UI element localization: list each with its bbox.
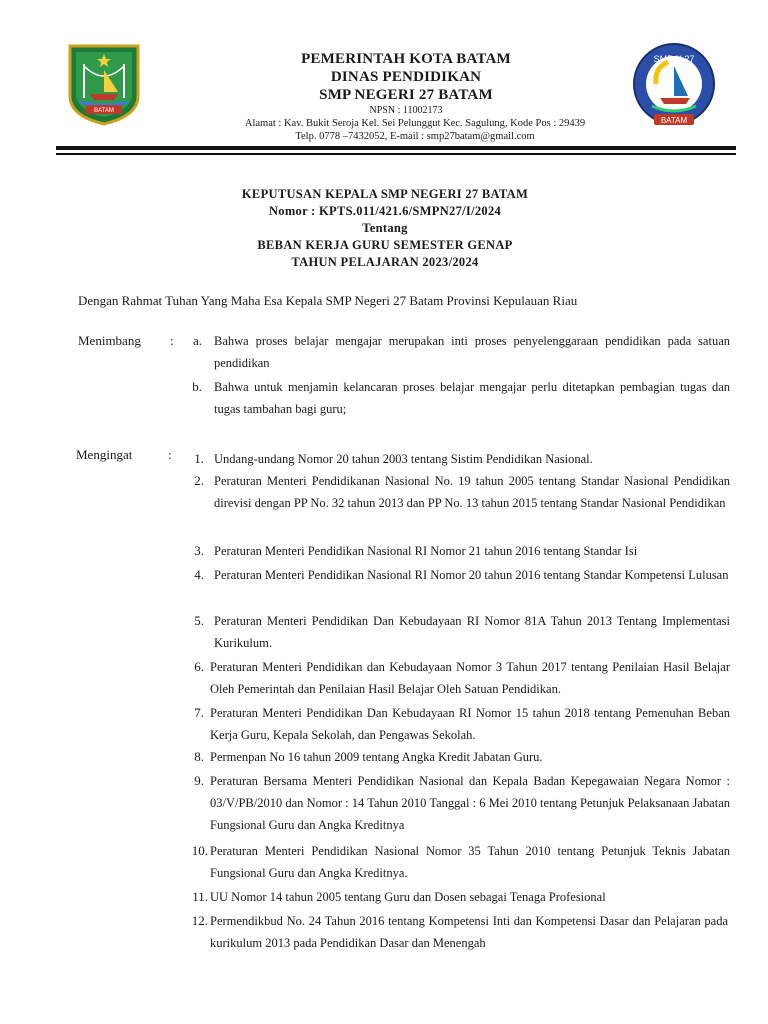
menimbang-item: Bahwa proses belajar mengajar merupakan inti proses penyelenggaraan pendidikan pada satuan pendidikan: [214, 334, 730, 370]
mengingat-label: Mengingat: [76, 447, 133, 462]
svg-text:SMP N 27: SMP N 27: [653, 54, 695, 64]
mengingat-item-marker: 8.: [194, 749, 204, 764]
svg-text:BATAM: BATAM: [94, 108, 114, 114]
letterhead-divider-thin: [56, 153, 736, 155]
mengingat-item: Permenpan No 16 tahun 2009 tentang Angka Kredit Jabatan Guru.: [210, 750, 543, 764]
mengingat-item: Peraturan Menteri Pendidikan dan Kebudayaan Nomor 3 Tahun 2017 tentang Penilaian Hasil Belajar Oleh Pemerintah dan Penilaian Hasil Belajar Oleh Satuan Pendidikan.: [210, 660, 730, 696]
mengingat-item-marker: 6.: [194, 659, 204, 674]
mengingat-item-marker: 2.: [194, 473, 204, 488]
menimbang-item-marker: a.: [192, 333, 202, 348]
mengingat-colon: :: [168, 447, 172, 462]
mengingat-item-marker: 12.: [191, 913, 208, 928]
mengingat-item-marker: 1.: [194, 451, 204, 466]
letterhead-npsn: NPSN : 11002173: [369, 105, 443, 116]
menimbang-item-marker: b.: [192, 379, 202, 394]
menimbang-colon: :: [170, 333, 174, 348]
letterhead-government: PEMERINTAH KOTA BATAM: [301, 51, 511, 67]
mengingat-item: Peraturan Menteri Pendidikan Nasional RI Nomor 21 tahun 2016 tentang Standar Isi: [214, 544, 638, 558]
mengingat-item-marker: 11.: [192, 889, 208, 904]
decree-title-line1: KEPUTUSAN KEPALA SMP NEGERI 27 BATAM: [241, 187, 529, 201]
menimbang-label: Menimbang: [78, 333, 141, 348]
mengingat-item: Peraturan Menteri Pendidikan Dan Kebudayaan RI Nomor 15 tahun 2018 tentang Pemenuhan Beban Kerja Guru, Kepala Sekolah, dan Pengawas Sekolah.: [210, 706, 730, 742]
mengingat-item-marker: 5.: [194, 613, 204, 628]
opening-statement: Dengan Rahmat Tuhan Yang Maha Esa Kepala SMP Negeri 27 Batam Provinsi Kepulauan Riau: [78, 293, 578, 308]
mengingat-item-marker: 9.: [194, 773, 204, 788]
decree-about: Tentang: [362, 221, 408, 235]
mengingat-item: Peraturan Menteri Pendidikan Nasional RI Nomor 20 tahun 2016 tentang Standar Kompetensi Lulusan: [214, 568, 729, 582]
decree-number: Nomor : KPTS.011/421.6/SMPN27/I/2024: [268, 204, 502, 218]
mengingat-item: Peraturan Menteri Pendidikanan Nasional No. 19 tahun 2005 tentang Standar Nasional Pendidikan direvisi dengan PP No. 32 tahun 2013 dan PP No. 13 tahun 2015 tentang Standar Nasional Pendidikan: [214, 474, 730, 510]
decree-title: [120, 186, 650, 271]
mengingat-item: Permendikbud No. 24 Tahun 2016 tentang Kompetensi Inti dan Kompetensi Dasar dan Pelajaran pada kurikulum 2013 pada Pendidikan Dasar dan Menengah: [210, 914, 728, 950]
batam-city-emblem-logo: [66, 42, 142, 126]
letterhead-address: Alamat : Kav. Bukit Seroja Kel. Sei Pelunggut Kec. Sagulung, Kode Pos : 29439: [244, 118, 586, 129]
mengingat-item-marker: 4.: [194, 567, 204, 582]
mengingat-item: Peraturan Menteri Pendidikan Dan Kebudayaan RI Nomor 81A Tahun 2013 Tentang Implementasi Kurikulum.: [214, 614, 730, 650]
decree-year: TAHUN PELAJARAN 2023/2024: [291, 255, 479, 269]
mengingat-item: Peraturan Menteri Pendidikan Nasional Nomor 35 Tahun 2010 tentang Petunjuk Teknis Jabatan Fungsional Guru dan Angka Kreditnya.: [210, 844, 730, 880]
letterhead-school: SMP NEGERI 27 BATAM: [319, 87, 493, 103]
letterhead-address-block: [150, 117, 680, 143]
menimbang-item: Bahwa untuk menjamin kelancaran proses belajar mengajar perlu ditetapkan pembagian tugas dan tugas tambahan bagi guru;: [214, 380, 730, 416]
letterhead-divider-thick: [56, 146, 736, 150]
decree-subject: BEBAN KERJA GURU SEMESTER GENAP: [257, 238, 513, 252]
mengingat-item-marker: 3.: [194, 543, 204, 558]
mengingat-item-marker: 10.: [191, 843, 208, 858]
letterhead: [190, 50, 622, 117]
mengingat-item: UU Nomor 14 tahun 2005 tentang Guru dan Dosen sebagai Tenaga Profesional: [210, 890, 606, 904]
mengingat-item-marker: 7.: [194, 705, 204, 720]
letterhead-agency: DINAS PENDIDIKAN: [330, 69, 482, 85]
svg-text:BATAM: BATAM: [660, 116, 688, 125]
mengingat-item: Undang-undang Nomor 20 tahun 2003 tentang Sistim Pendidikan Nasional.: [214, 452, 593, 466]
letterhead-contact: Telp. 0778 –7432052, E-mail : smp27batam@gmail.com: [295, 131, 535, 142]
mengingat-item: Peraturan Bersama Menteri Pendidikan Nasional dan Kepala Badan Kepegawaian Negara Nomor : 03/V/PB/2010 dan Nomor : 14 Tahun 2010 Tanggal : 6 Mei 2010 tentang Petunjuk Pelaksanaan Jabatan Fungsional Guru dan Angka Kreditnya: [210, 774, 730, 832]
